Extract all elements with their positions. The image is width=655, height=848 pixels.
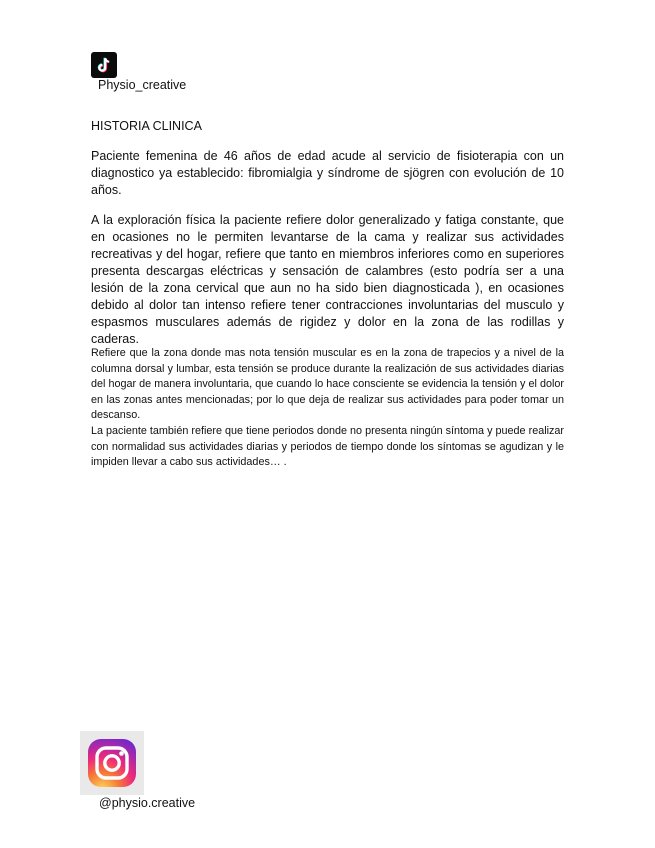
paragraph-muscle-tension: Refiere que la zona donde mas nota tensión muscular es en la zona de trapecios y a nivel de la columna dorsal y lumbar, esta tensión se produce durante la realización de sus actividades diarias del hogar de manera involuntaria, que cuando lo hace consciente se evidencia la tensión y el dolor en las zonas antes mencionadas; por lo que deja de realizar sus actividades para poder tomar un descanso.	[91, 347, 564, 422]
paragraph-physical-exam: A la exploración física la paciente refiere dolor generalizado y fatiga constante, que en ocasiones no le permiten levantarse de la cama y realizar sus actividades recreativas y del hogar, refiere que tanto en miembros inferiores como en superiores presenta descargas eléctricas y sensación de calambres (esto podría ser a una lesión de la zona cervical que aun no ha sido bien diagnosticada ), en ocasiones debido al dolor tan intenso refiere tener contracciones involuntarias del musculo y espasmos musculares además de rigidez y dolor en la zona de las rodillas y caderas.	[91, 213, 564, 346]
paragraph-diagnosis: Paciente femenina de 46 años de edad acude al servicio de fisioterapia con un diagnostico ya establecido: fibromialgia y síndrome de sjögren con evolución de 10 años.	[91, 149, 564, 197]
symptoms-block	[91, 346, 564, 471]
tiktok-handle: Physio_creative	[98, 78, 187, 92]
paragraph-symptom-periods: La paciente también refiere que tiene periodos donde no presenta ningún síntoma y puede realizar con normalidad sus actividades diarias y periodos de tiempo donde los síntomas se agudizan y le impiden llevar a cabo sus actividades… .	[91, 424, 564, 469]
tiktok-icon	[91, 52, 117, 78]
instagram-icon	[80, 731, 144, 795]
document-title: HISTORIA CLINICA	[91, 119, 202, 133]
instagram-handle: @physio.creative	[99, 796, 196, 810]
